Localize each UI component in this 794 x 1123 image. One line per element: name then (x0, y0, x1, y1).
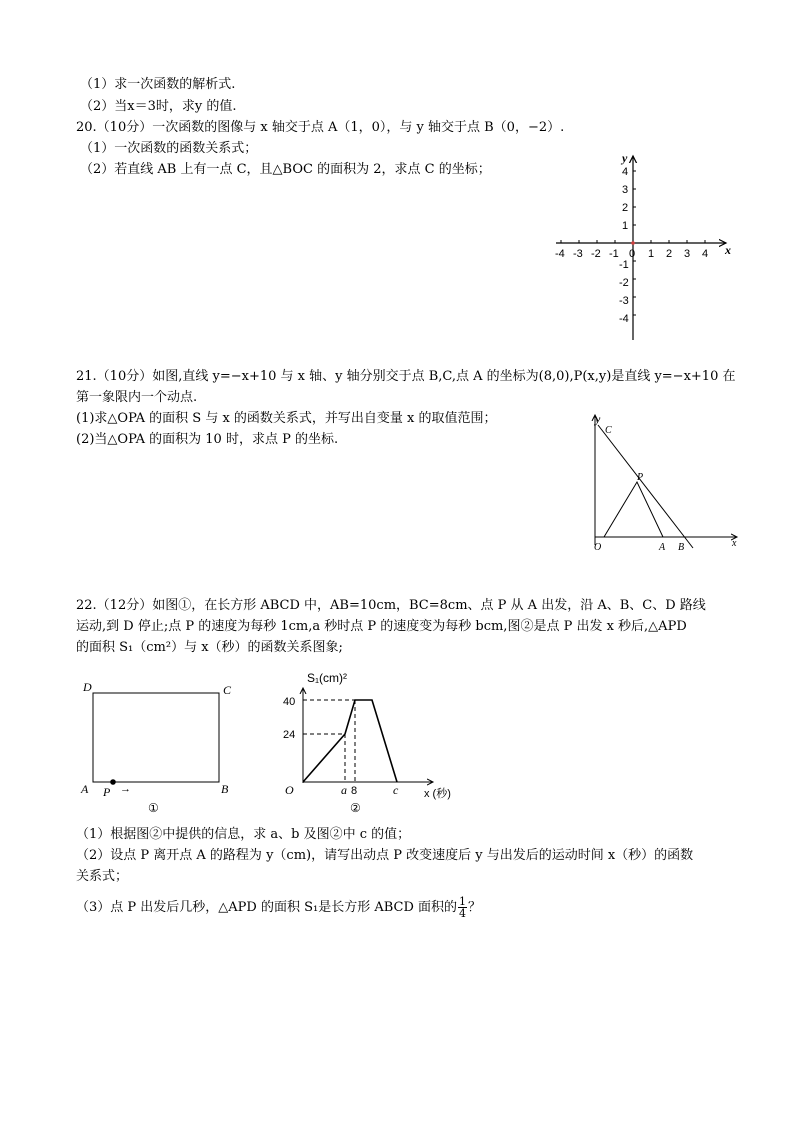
fraction-one-quarter (458, 896, 467, 919)
label-o: O (594, 542, 602, 553)
q22-part1: （1）根据图②中提供的信息，求 a、b 及图②中 c 的值； (76, 827, 411, 842)
x-tick-label: -1 (609, 248, 619, 260)
x-tick-label: 3 (684, 248, 691, 260)
q21-part2: (2)当△OPA 的面积为 10 时，求点 P 的坐标. (76, 432, 339, 447)
label-y: y (595, 412, 601, 426)
label-b: B (221, 782, 229, 796)
q20-part2: （2）若直线 AB 上有一点 C，且△BOC 的面积为 2，求点 C 的坐标； (80, 162, 491, 177)
rectangle-abcd (93, 693, 219, 782)
label-b: B (678, 542, 685, 553)
y-tick-24: 24 (283, 729, 296, 741)
label-p: P (103, 785, 111, 799)
q20-coordinate-axes (550, 150, 740, 345)
y-tick-40: 40 (283, 696, 296, 708)
origin-point (631, 241, 635, 245)
q22-stem-line3: 的面积 S₁（cm²）与 x（秒）的函数关系图象; (76, 640, 343, 655)
q19-part1: （1）求一次函数的解析式. (80, 77, 236, 92)
q21-part1: (1)求△OPA 的面积 S 与 x 的函数关系式，并写出自变量 x 的取值范围； (76, 411, 497, 426)
q20-stem: 20.（10分）一次函数的图像与 x 轴交于点 A（1，0），与 y 轴交于点 B（0，−2）. (76, 120, 565, 135)
y-tick-label: 4 (622, 166, 629, 178)
q22-part3-question-mark: ？ (468, 900, 482, 915)
x-tick-c: c (393, 783, 399, 797)
line-bc (598, 425, 693, 548)
label-c: C (223, 683, 232, 697)
q22-part2-line2: 关系式； (76, 869, 129, 884)
x-tick-label: 1 (648, 248, 655, 260)
y-tick-label: -1 (619, 259, 629, 271)
x-tick-label: 2 (666, 248, 673, 260)
x-tick-label: -3 (573, 248, 583, 260)
s1-graph-line (303, 700, 397, 782)
figure-caption-1: ① (148, 801, 159, 815)
x-tick-a: a (341, 783, 347, 797)
q22-rectangle-figure (75, 675, 250, 820)
point-p (110, 779, 116, 785)
label-d: D (83, 680, 92, 694)
triangle-opa (604, 482, 663, 537)
label-a: A (659, 542, 666, 553)
origin-label: 0 (629, 248, 636, 260)
q22-part3 (76, 896, 481, 919)
y-tick-label: -2 (619, 277, 629, 289)
label-p: P (637, 472, 644, 483)
x-tick-8: 8 (351, 785, 358, 797)
fraction-numerator: 1 (459, 895, 467, 908)
fraction-denominator: 4 (459, 907, 467, 920)
y-tick-label: -4 (619, 313, 629, 325)
figure-caption-2: ② (350, 801, 361, 815)
y-tick-label: 2 (622, 202, 629, 214)
q22-part3-text: （3）点 P 出发后几秒，△APD 的面积 S₁是长方形 ABCD 面积的 (76, 900, 458, 915)
x-axis-label: x (725, 243, 731, 257)
y-tick-label: 1 (622, 220, 629, 232)
y-axis-label: y (622, 151, 628, 165)
q21-figure (585, 405, 745, 557)
x-tick-label: 4 (702, 248, 709, 260)
q22-stem-line1: 22.（12分）如图①，在长方形 ABCD 中，AB=10cm，BC=8cm、点 P 从 A 出发，沿 A、B、C、D 路线 (76, 598, 706, 613)
y-axis-label: S₁(cm)² (307, 671, 348, 685)
origin-label: O (285, 783, 294, 797)
x-tick-label: -4 (555, 248, 565, 260)
q19-part2: （2）当x＝3时，求y 的值. (80, 99, 237, 114)
q22-graph-figure (278, 668, 468, 823)
direction-arrow: → (120, 783, 131, 795)
label-x: x (732, 538, 737, 549)
q20-part1: （1）一次函数的函数关系式； (80, 141, 258, 156)
x-tick-label: -2 (591, 248, 601, 260)
label-a: A (81, 782, 89, 796)
q21-stem-line1: 21.（10分）如图,直线 y=−x+10 与 x 轴、y 轴分别交于点 B,C,点 A 的坐标为(8,0),P(x,y)是直线 y=−x+10 在 (76, 369, 736, 384)
y-tick-label: 3 (622, 184, 629, 196)
q22-part2-line1: （2）设点 P 离开点 A 的路程为 y（cm)，请写出动点 P 改变速度后 y 与出发后的运动时间 x（秒）的函数 (76, 848, 694, 863)
x-axis-label: x (秒) (424, 788, 451, 800)
label-c: C (605, 425, 612, 436)
q22-stem-line2: 运动,到 D 停止;点 P 的速度为每秒 1cm,a 秒时点 P 的速度变为每秒 bcm,图②是点 P 出发 x 秒后,△APD (76, 619, 687, 634)
q21-stem-line2: 第一象限内一个动点. (76, 390, 198, 405)
y-tick-label: -3 (619, 295, 629, 307)
